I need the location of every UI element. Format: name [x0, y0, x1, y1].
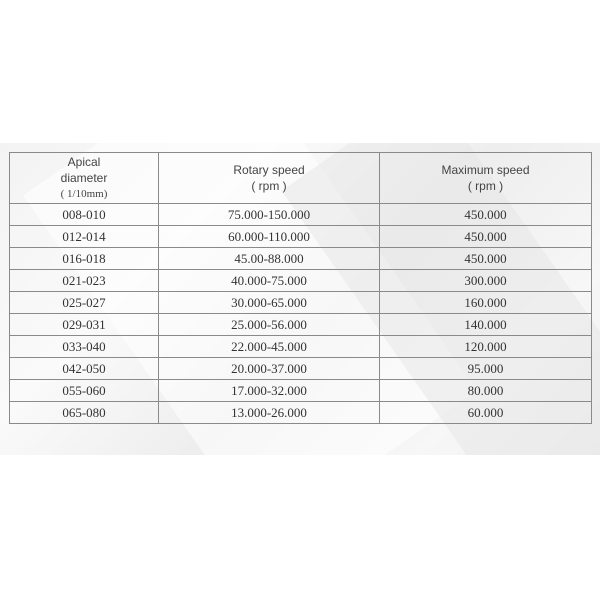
header-maximum-speed: [380, 153, 592, 204]
cell-maximum-speed: 95.000: [380, 358, 592, 380]
cell-apical-diameter: 055-060: [10, 380, 159, 402]
table-row: [10, 226, 592, 248]
cell-rotary-speed: 17.000-32.000: [159, 380, 380, 402]
cell-rotary-speed: 40.000-75.000: [159, 270, 380, 292]
cell-rotary-speed: 60.000-110.000: [159, 226, 380, 248]
cell-maximum-speed: 160.000: [380, 292, 592, 314]
cell-maximum-speed: 300.000: [380, 270, 592, 292]
header-rotary-line1: Rotary speed: [233, 163, 305, 177]
table-row: [10, 402, 592, 424]
header-apical-diameter: [10, 153, 159, 204]
cell-rotary-speed: 13.000-26.000: [159, 402, 380, 424]
header-apical-line2: diameter: [60, 171, 108, 185]
table-row: [10, 248, 592, 270]
cell-apical-diameter: 012-014: [10, 226, 159, 248]
cell-maximum-speed: 450.000: [380, 204, 592, 226]
cell-apical-diameter: 029-031: [10, 314, 159, 336]
table-header-row: [10, 153, 592, 204]
cell-rotary-speed: 30.000-65.000: [159, 292, 380, 314]
cell-maximum-speed: 120.000: [380, 336, 592, 358]
header-rotary-line2: ( rpm ): [251, 179, 287, 193]
table-row: [10, 270, 592, 292]
header-apical-line1: Apical: [67, 155, 101, 169]
table-row: [10, 380, 592, 402]
cell-maximum-speed: 80.000: [380, 380, 592, 402]
cell-maximum-speed: 140.000: [380, 314, 592, 336]
table-row: [10, 292, 592, 314]
cell-apical-diameter: 025-027: [10, 292, 159, 314]
header-maximum-line2: ( rpm ): [467, 179, 504, 193]
speed-spec-table: [9, 152, 592, 424]
cell-apical-diameter: 042-050: [10, 358, 159, 380]
cell-maximum-speed: 450.000: [380, 248, 592, 270]
cell-apical-diameter: 008-010: [10, 204, 159, 226]
cell-rotary-speed: 25.000-56.000: [159, 314, 380, 336]
table-row: [10, 204, 592, 226]
table-row: [10, 314, 592, 336]
header-rotary-speed: [159, 153, 380, 204]
cell-rotary-speed: 45.00-88.000: [159, 248, 380, 270]
table-row: [10, 336, 592, 358]
cell-apical-diameter: 065-080: [10, 402, 159, 424]
cell-apical-diameter: 016-018: [10, 248, 159, 270]
header-maximum-line1: Maximum speed: [441, 163, 530, 177]
cell-maximum-speed: 60.000: [380, 402, 592, 424]
cell-maximum-speed: 450.000: [380, 226, 592, 248]
table-row: [10, 358, 592, 380]
cell-rotary-speed: 75.000-150.000: [159, 204, 380, 226]
cell-apical-diameter: 021-023: [10, 270, 159, 292]
cell-apical-diameter: 033-040: [10, 336, 159, 358]
cell-rotary-speed: 20.000-37.000: [159, 358, 380, 380]
header-apical-line3: ( 1/10mm): [60, 188, 108, 200]
cell-rotary-speed: 22.000-45.000: [159, 336, 380, 358]
